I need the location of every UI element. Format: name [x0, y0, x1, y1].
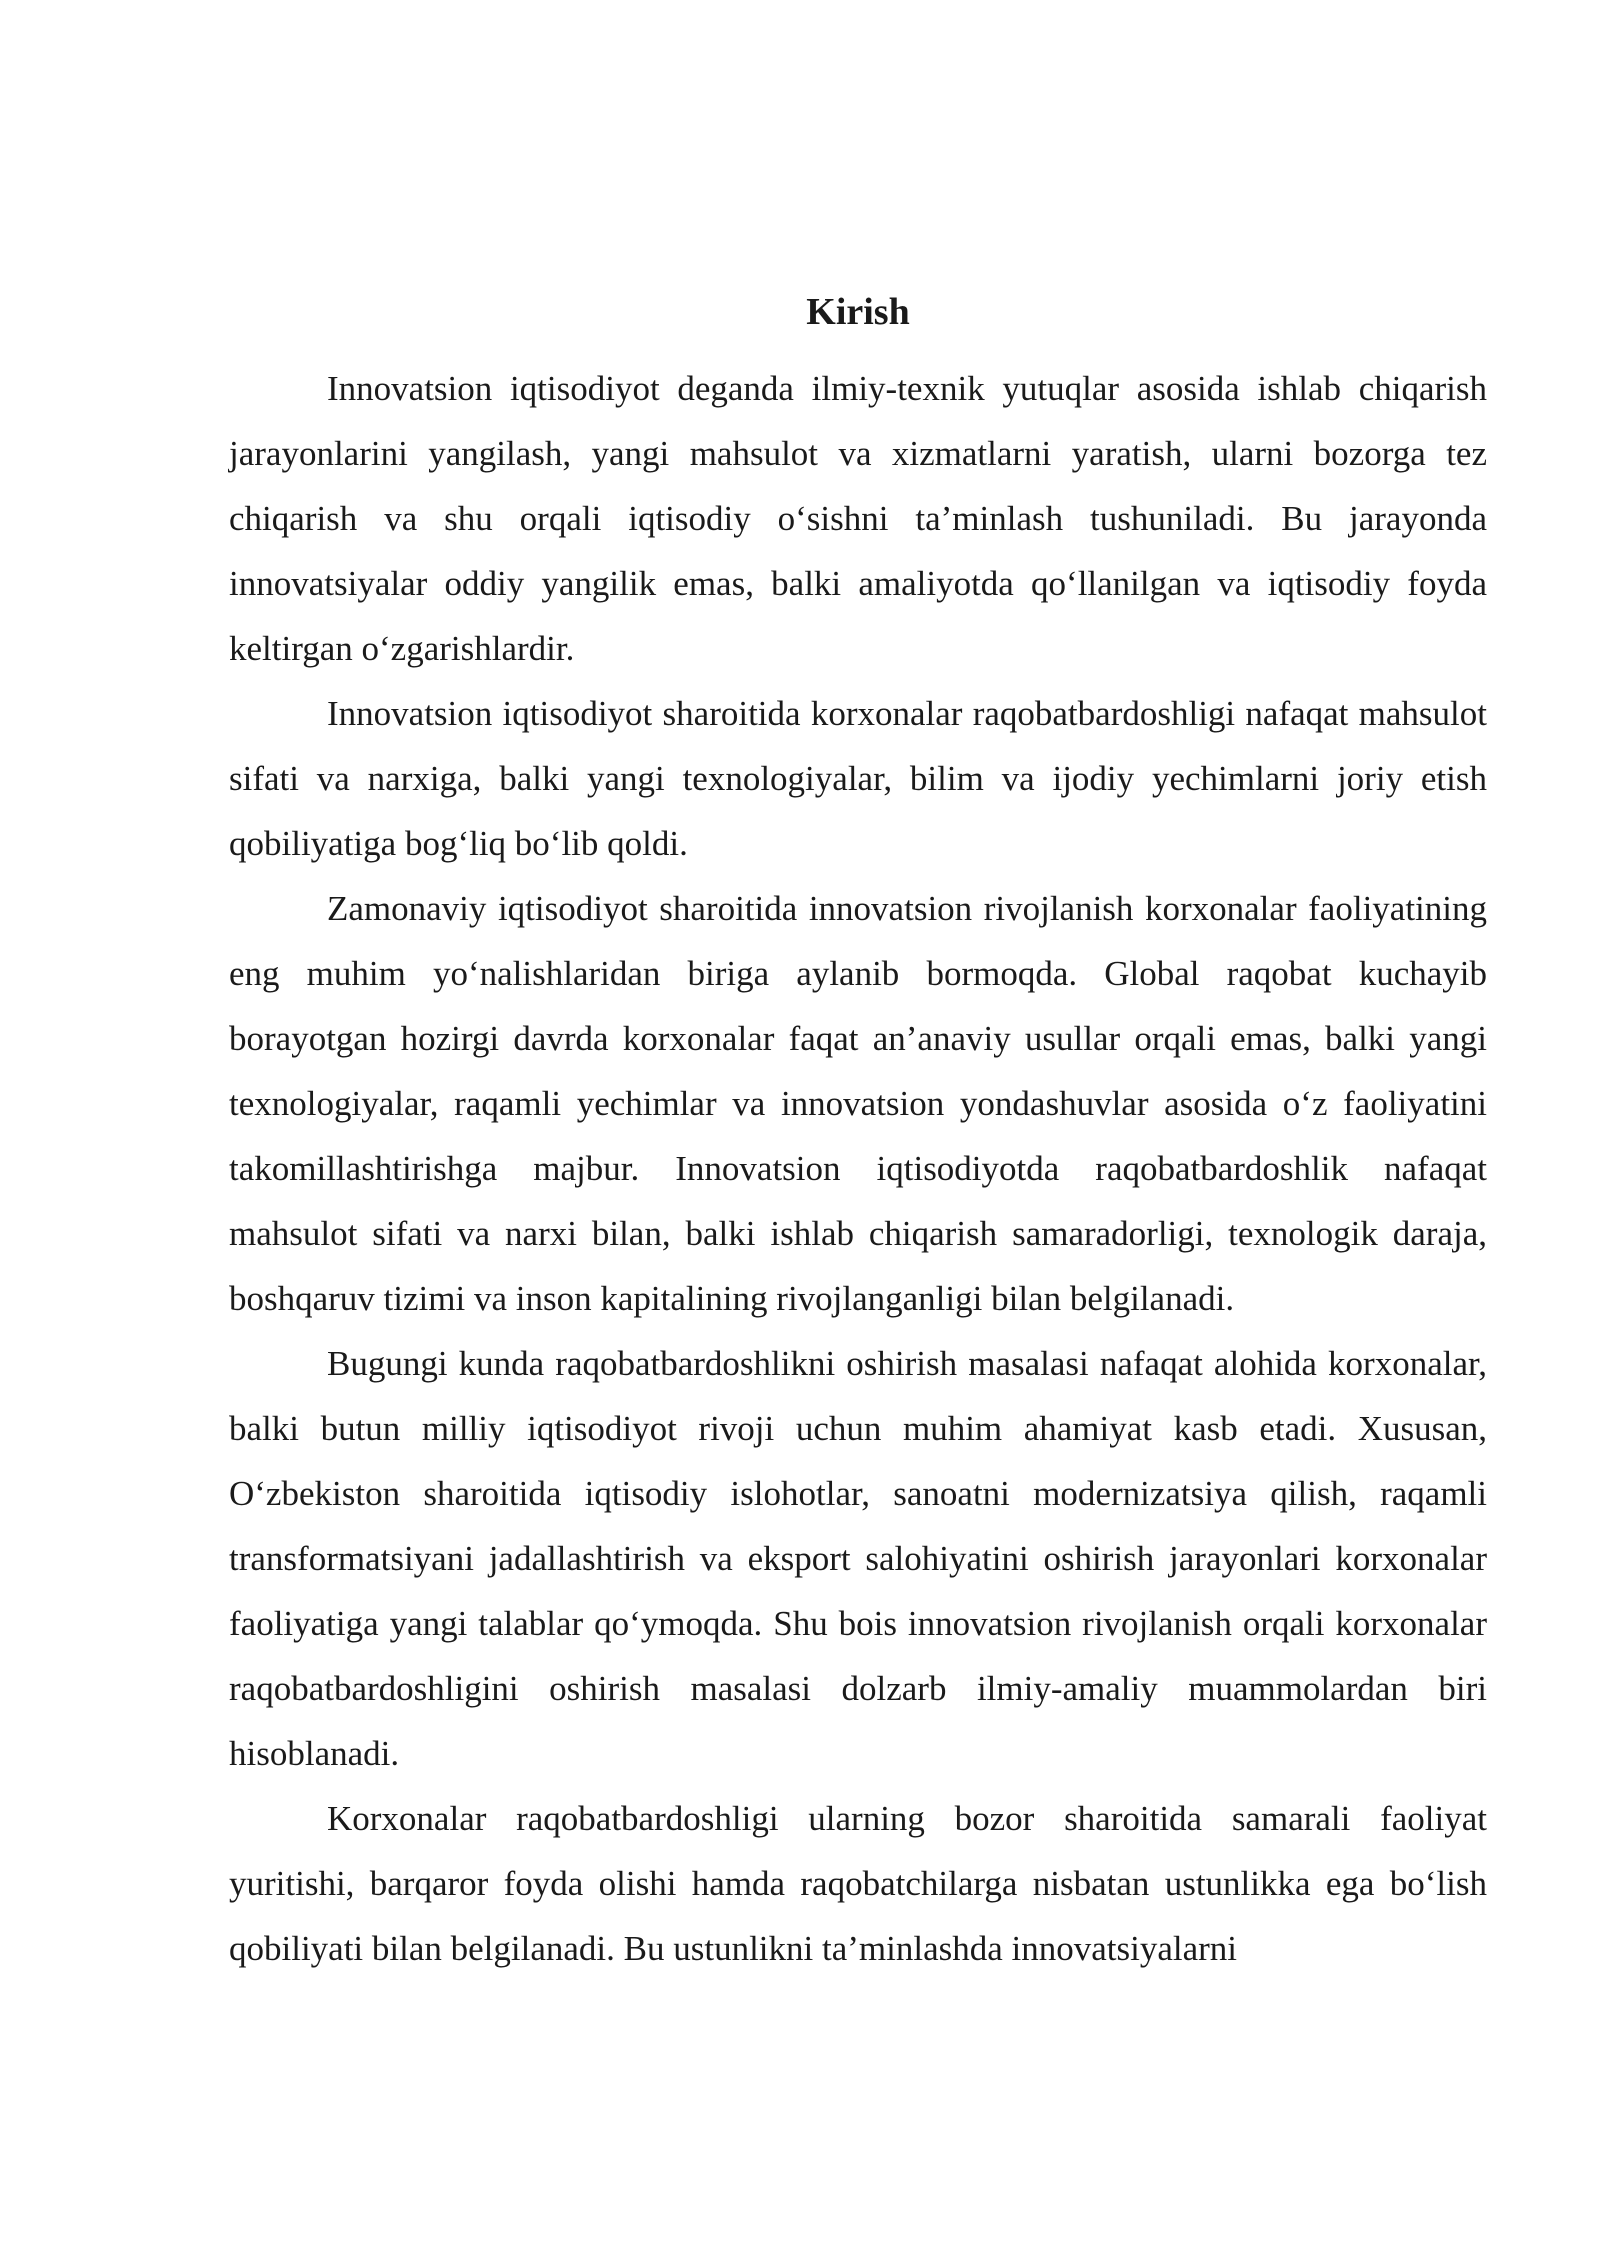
- paragraph-4: Bugungi kunda raqobatbardoshlikni oshirish masalasi nafaqat alohida korxonalar, balki butun milliy iqtisodiyot rivoji uchun muhim ahamiyat kasb etadi. Xususan, O‘zbekiston sharoitida iqtisodiy islohotlar, sanoatni modernizatsiya qilish, raqamli transformatsiyani jadallashtirish va eksport salohiyatini oshirish jarayonlari korxonalar faoliyatiga yangi talablar qo‘ymoqda. Shu bois innovatsion rivojlanish orqali korxonalar raqobatbardoshligini oshirish masalasi dolzarb ilmiy-amaliy muammolardan biri hisoblanadi.: [229, 1344, 1487, 1773]
- paragraph-2: Innovatsion iqtisodiyot sharoitida korxonalar raqobatbardoshligi nafaqat mahsulot sifati va narxiga, balki yangi texnologiyalar, bilim va ijodiy yechimlarni joriy etish qobiliyatiga bog‘liq bo‘lib qoldi.: [229, 694, 1487, 863]
- paragraph-5: Korxonalar raqobatbardoshligi ularning bozor sharoitida samarali faoliyat yuritishi, barqaror foyda olishi hamda raqobatchilarga nisbatan ustunlikka ega bo‘lish qobiliyati bilan belgilanadi. Bu ustunlikni ta’minlashda innovatsiyalarni: [229, 1799, 1487, 1968]
- paragraph-1: Innovatsion iqtisodiyot deganda ilmiy-texnik yutuqlar asosida ishlab chiqarish jarayonlarini yangilash, yangi mahsulot va xizmatlarni yaratish, ularni bozorga tez chiqarish va shu orqali iqtisodiy o‘sishni ta’minlash tushuniladi. Bu jarayonda innovatsiyalar oddiy yangilik emas, balki amaliyotda qo‘llanilgan va iqtisodiy foyda keltirgan o‘zgarishlardir.: [229, 369, 1487, 668]
- paragraph-3: Zamonaviy iqtisodiyot sharoitida innovatsion rivojlanish korxonalar faoliyatining eng muhim yo‘nalishlaridan biriga aylanib bormoqda. Global raqobat kuchayib borayotgan hozirgi davrda korxonalar faqat an’anaviy usullar orqali emas, balki yangi texnologiyalar, raqamli yechimlar va innovatsion yondashuvlar asosida o‘z faoliyatini takomillashtirishga majbur. Innovatsion iqtisodiyotda raqobatbardoshlik nafaqat mahsulot sifati va narxi bilan, balki ishlab chiqarish samaradorligi, texnologik daraja, boshqaruv tizimi va inson kapitalining rivojlanganligi bilan belgilanadi.: [229, 889, 1487, 1318]
- page-title: Kirish: [806, 291, 910, 333]
- document-body: [229, 288, 1487, 1981]
